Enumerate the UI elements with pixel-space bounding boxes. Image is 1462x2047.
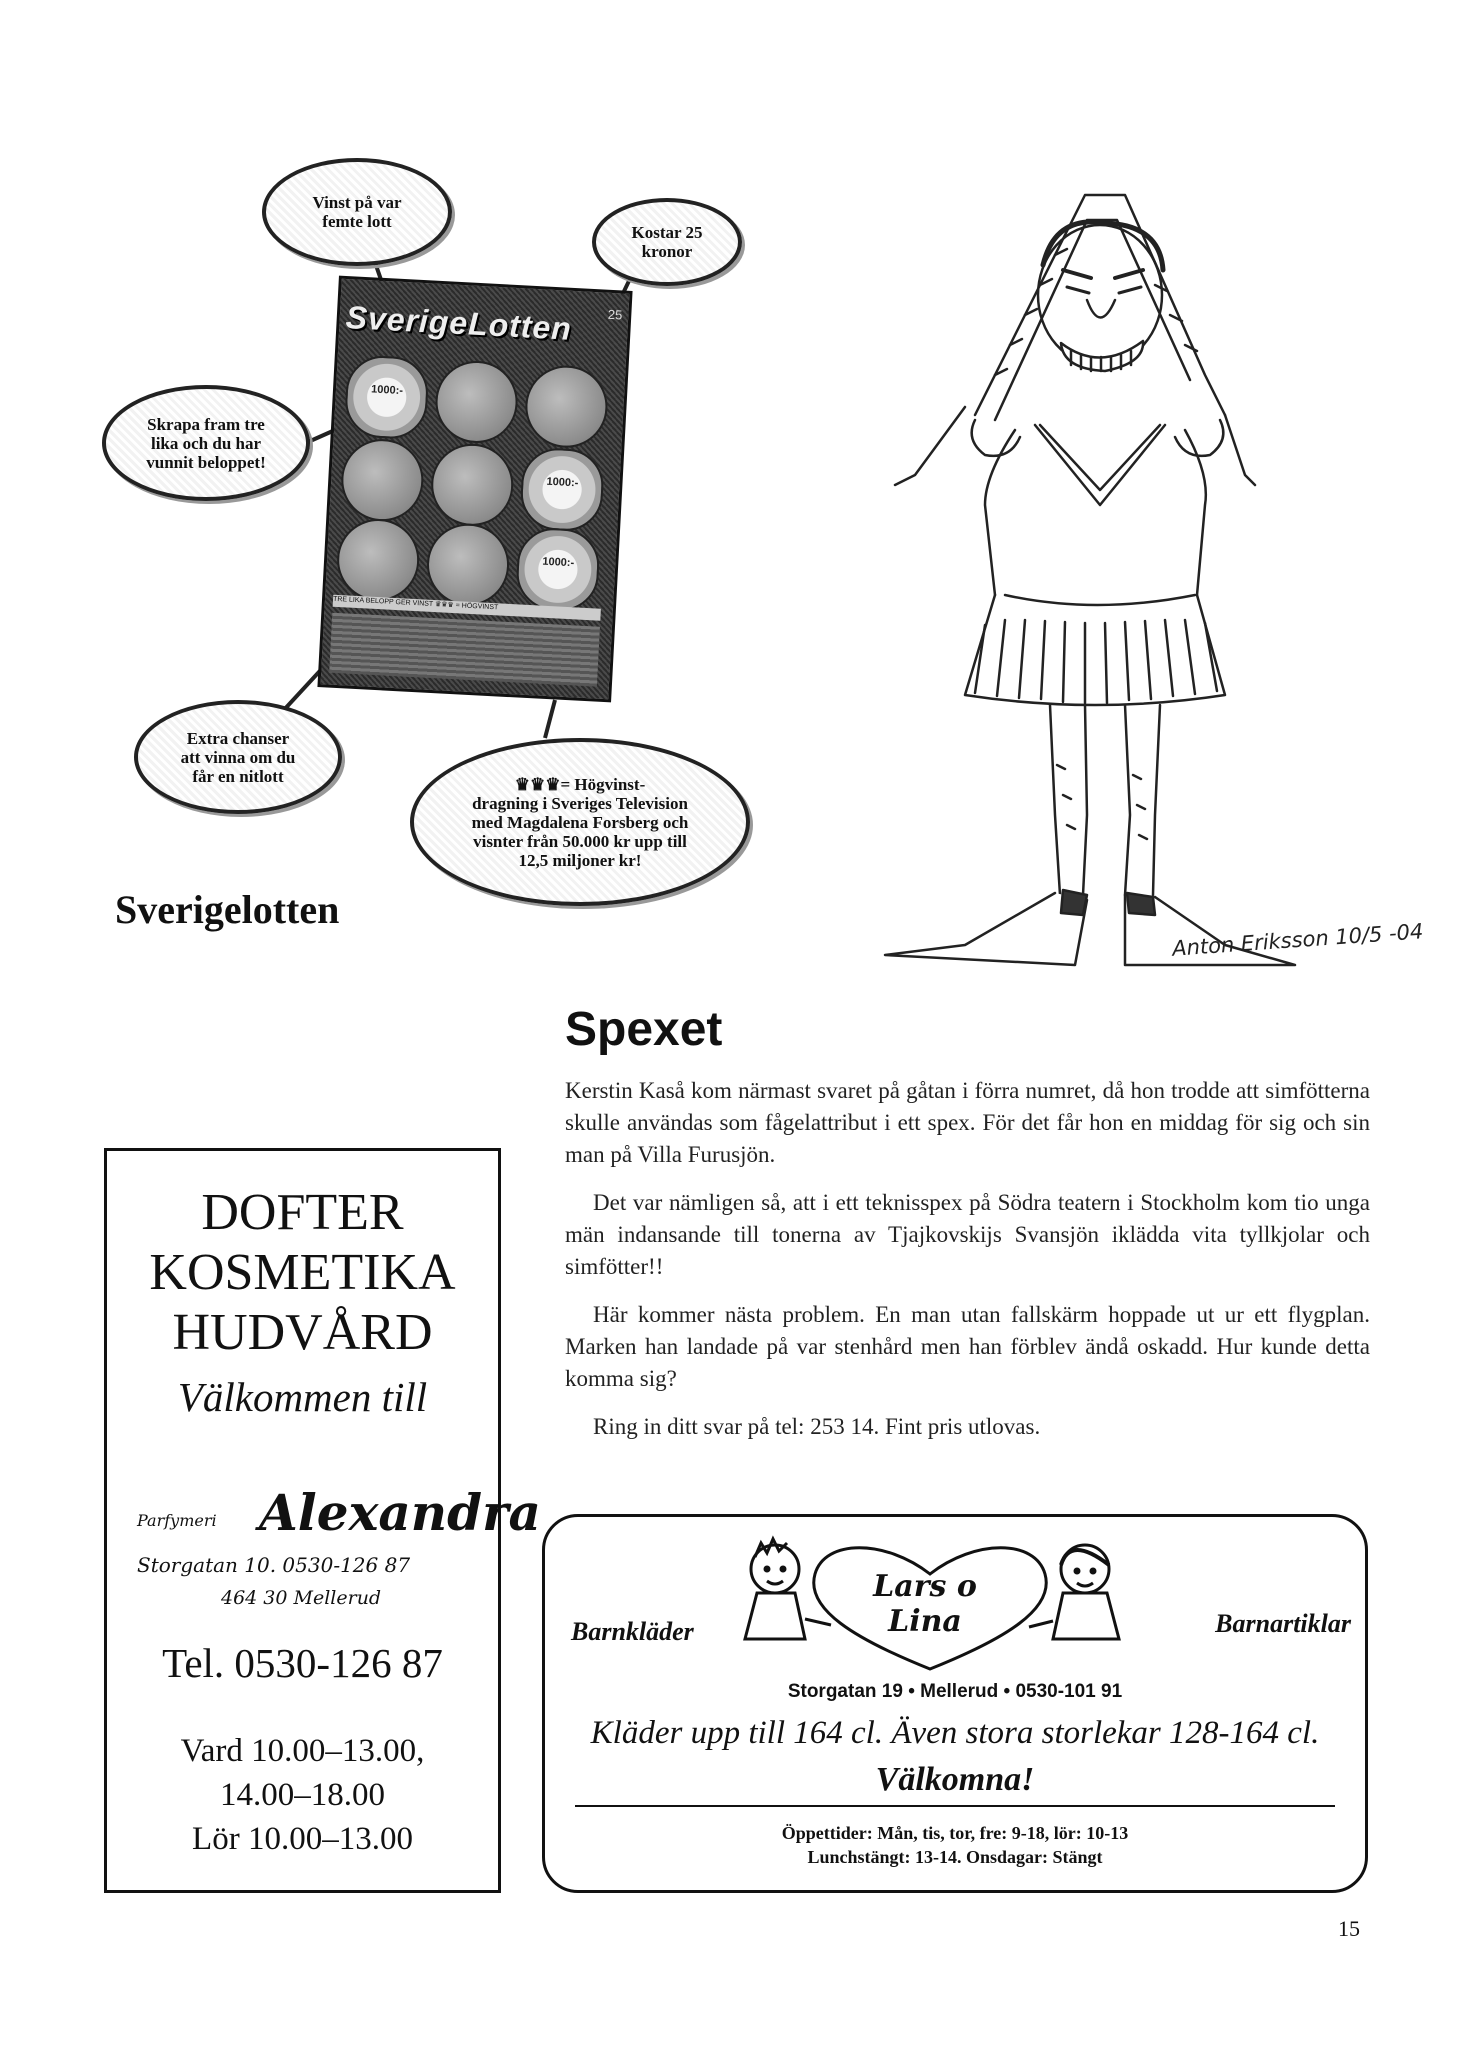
bubble-line: lika och du har [150, 433, 262, 453]
ad-welcome: Välkommen till [177, 1374, 428, 1420]
card-number: 25 [607, 306, 623, 323]
hours-line: 14.00–18.00 [220, 1777, 385, 1813]
bubble-extra-chances [134, 700, 342, 814]
bubble-line: ♛♛♛= Högvinst- [514, 774, 646, 794]
shop-logo [735, 1529, 1125, 1679]
page-number: 15 [1338, 1916, 1360, 1941]
category-right: Barnartiklar [1215, 1609, 1351, 1638]
ad-line: HUDVÅRD [172, 1304, 433, 1361]
bubble-line: 12,5 miljoner kr! [518, 850, 642, 870]
bubble-line: femte lott [322, 212, 392, 231]
bubble-line: dragning i Sveriges Television [472, 793, 688, 813]
article-heading: Spexet [565, 1003, 723, 1056]
scratch-field [523, 364, 609, 450]
childrens-shop-ad [542, 1514, 1368, 1893]
shop-hours [107, 1729, 498, 1861]
card-rules-strip: TRE LIKA BELOPP GER VINST ♛♛♛ = HÖGVINST [333, 595, 601, 621]
bubble-line: Skrapa fram tre [147, 414, 265, 434]
bubble-scratch-three [102, 385, 310, 501]
article-paragraph: Ring in ditt svar på tel: 253 14. Fint pris utlovas. [593, 1414, 1041, 1439]
bubble-big-draw [410, 738, 750, 906]
shop-phone: Tel. 0530-126 87 [162, 1640, 443, 1686]
card-logo: SverigeLotten [344, 299, 573, 347]
bubble-win-fifth [262, 158, 452, 266]
scratch-field [335, 517, 421, 603]
figure-caption: Sverigelotten [115, 887, 340, 932]
bubble-line: visnter från 50.000 kr upp till [473, 831, 687, 851]
bubble-line: Kostar 25 [631, 223, 703, 242]
shop-hours [545, 1821, 1365, 1869]
shop-postcode: 464 30 Mellerud [221, 1587, 382, 1609]
ballet-figure-drawing [825, 175, 1325, 975]
bubble-line: att vinna om du [180, 747, 296, 767]
shop-prefix: Parfymeri [137, 1511, 217, 1530]
scratch-field [519, 446, 605, 532]
divider [575, 1805, 1335, 1807]
bubble-cost [592, 198, 742, 286]
article-paragraph: Kerstin Kaså kom närmast svaret på gåtan i förra numret, då hon trodde att simfötterna skulle användas som fågelattribut i ett spex. För det får hon en middag för sig och sin man på Villa Furusjön. [565, 1078, 1370, 1167]
hours-line: Lör 10.00–13.00 [192, 1821, 413, 1857]
card-barcode-area [329, 613, 600, 687]
category-left: Barnkläder [571, 1617, 694, 1646]
article-paragraph: Här kommer nästa problem. En man utan fallskärm hoppade ut ur ett flygplan. Marken han landade på var stenhård men han förblev ändå oskadd. Hur kunde detta komma sig? [565, 1302, 1370, 1391]
bubble-line: får en nitlott [192, 766, 284, 786]
shop-welcome: Välkomna! [875, 1761, 1035, 1798]
ad-line: KOSMETIKA [149, 1244, 456, 1301]
scratch-field [344, 354, 430, 440]
shop-address: Storgatan 10. 0530-126 87 [137, 1553, 411, 1577]
bubble-line: kronor [641, 242, 693, 261]
article-paragraph: Det var nämligen så, att i ett teknisspex på Södra teatern i Stockholm kom tio unga män indansande till tonerna av Tjajkovskijs Svansjön iklädda vita tyllkjolar och simfötter!! [565, 1190, 1370, 1279]
scratch-field [433, 359, 519, 445]
scratch-field [339, 437, 425, 523]
hours-line: Öppettider: Mån, tis, tor, fre: 9-18, lör: 10-13 [781, 1823, 1129, 1843]
scratch-field [425, 522, 511, 608]
shop-logo-text: Lars o Lina [873, 1569, 977, 1639]
artist-signature: Anton Eriksson 10/5 -04 [1171, 919, 1425, 961]
bubble-line: med Magdalena Forsberg och [471, 812, 689, 832]
win-amount: 1000:- [546, 475, 579, 490]
hours-line: Lunchstängt: 13-14. Onsdagar: Stängt [807, 1847, 1103, 1867]
article-body [565, 1075, 1370, 1459]
hours-line: Vard 10.00–13.00, [180, 1733, 425, 1769]
bubble-line: Extra chanser [186, 728, 290, 748]
scratch-field [515, 526, 601, 612]
win-amount: 1000:- [542, 555, 575, 570]
perfumery-ad [104, 1148, 541, 1893]
ad-line: DOFTER [201, 1184, 404, 1241]
bubble-line: vunnit beloppet! [146, 452, 266, 472]
win-amount: 1000:- [370, 383, 404, 398]
scratch-card [317, 276, 632, 703]
scratch-field [429, 442, 515, 528]
shop-name: Alexandra [259, 1483, 541, 1542]
bubble-line: Vinst på var [312, 193, 402, 212]
shop-address: Storgatan 19 • Mellerud • 0530-101 91 [787, 1681, 1123, 1702]
shop-tagline: Kläder upp till 164 cl. Även stora storlekar 128-164 cl. [590, 1715, 1320, 1751]
